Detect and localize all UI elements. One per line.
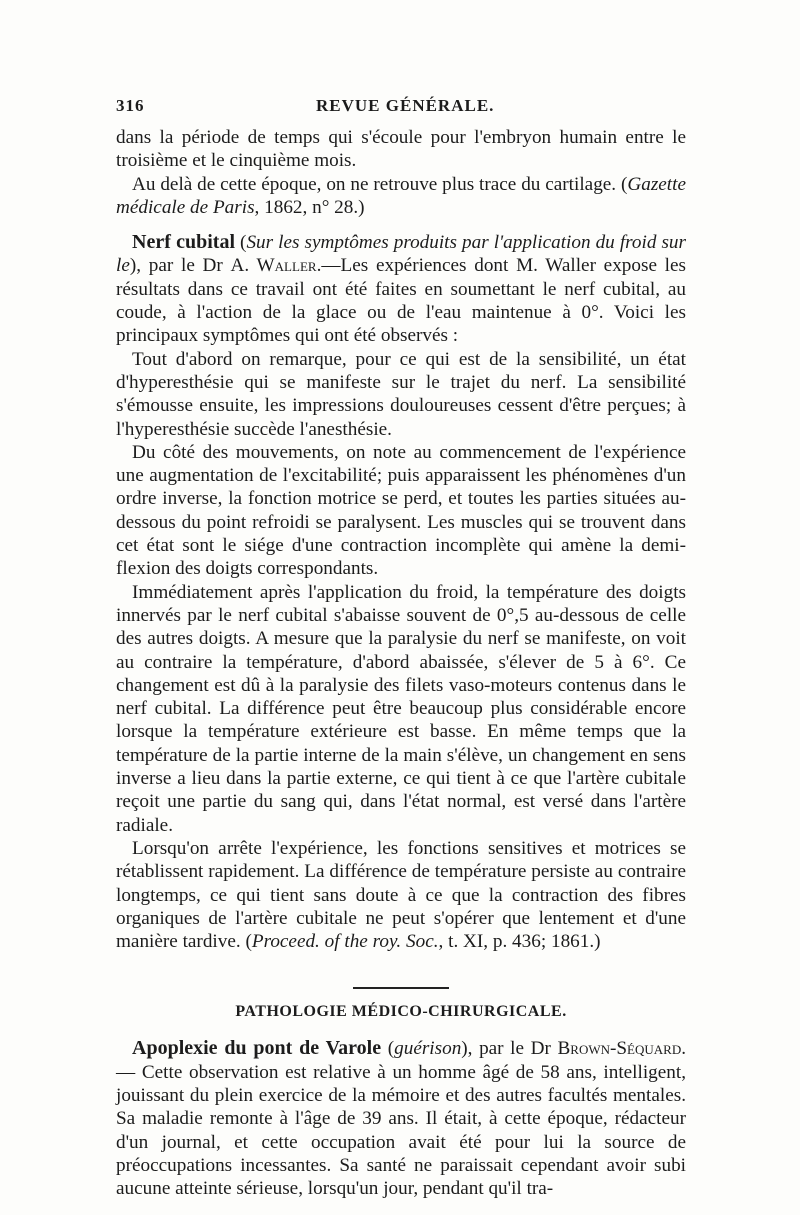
section-divider bbox=[353, 987, 449, 989]
author-name: A. Waller bbox=[230, 255, 317, 277]
paragraph: Lorsqu'on arrête l'expérience, les fonctions sensitives et motrices se rétablissent rapidement. La différence de température persiste au contraire longtemps, ce qui tient sans doute à ce que la contraction des fibres organiques de l'artère cubitale ne peut s'opérer que lentement et d'une manière tardive. (Proceed. of the roy. Soc., t. XI, p. 436; 1861.) bbox=[116, 837, 686, 953]
running-head bbox=[116, 96, 686, 126]
author-name: Brown-Séquard bbox=[557, 1038, 682, 1060]
page bbox=[116, 96, 686, 1200]
article-subtitle: Sur les symptômes produits par l'application du froid sur le bbox=[116, 232, 686, 277]
article-paragraph: Apoplexie du pont de Varole (guérison), par le Dr Brown-Séquard. — Cette observation est relative à un homme âgé de 58 ans, intelligent, jouissant du plein exercice de la mémoire et des autres facultés mentales. Sa maladie remonte à l'âge de 39 ans. Il était, à cette époque, rédacteur d'un journal, et cette occupation avait été pour lui la source de préoccupations incessantes. Sa santé ne paraissait cependant avoir subi aucune atteinte sérieuse, lorsqu'un jour, pendant qu'il tra- bbox=[116, 1037, 687, 1200]
paragraph: Au delà de cette époque, on ne retrouve plus trace du cartilage. (Gazette médicale de Paris, 1862, n° 28.) bbox=[116, 173, 686, 218]
article-title: Nerf cubital bbox=[132, 231, 235, 254]
paragraph: dans la période de temps qui s'écoule pour l'embryon humain entre le troisième et le cinquième mois. bbox=[116, 127, 686, 172]
citation-source: Proceed. of the roy. Soc. bbox=[251, 931, 439, 953]
paragraph: Tout d'abord on remarque, pour ce qui est de la sensibilité, un état d'hyperesthésie qui se manifeste sur le trajet du nerf. La sensibilité s'émousse ensuite, les impressions douloureuses cessent d'être perçues; à l'hyperesthésie succède l'anesthésie. bbox=[116, 348, 686, 440]
page-number: 316 bbox=[116, 96, 145, 115]
article-subtitle: guérison bbox=[394, 1038, 462, 1060]
article-paragraph: Nerf cubital (Sur les symptômes produits par l'application du froid sur le), par le Dr A. Waller.—Les expériences dont M. Waller expose les résultats dans ce travail ont été faites en soumettant le nerf cubital, au coude, à l'action de la glace ou de l'eau maintenue à 0°. Voici les principaux symptômes qui ont été observés : bbox=[116, 231, 686, 347]
citation-source: Gazette médicale de Paris bbox=[116, 173, 686, 218]
section-title: PATHOLOGIE MÉDICO-CHIRURGICALE. bbox=[235, 1003, 567, 1021]
paragraph: Du côté des mouvements, on note au commencement de l'expérience une augmentation de l'excitabilité; puis apparaissent les phénomènes d'un ordre inverse, la fonction motrice se perd, et toutes les parties situées au-dessous du point refroidi se paralysent. Les muscles qui se trouvent dans cet état sont le siége d'une contraction incomplète qui amène la demi-flexion des doigts correspondants. bbox=[116, 441, 686, 580]
paragraph: Immédiatement après l'application du froid, la température des doigts innervés par le nerf cubital s'abaisse souvent de 0°,5 au-dessous de celle des autres doigts. A mesure que la paralysie du nerf se manifeste, on voit au contraire la température, d'abord abaissée, s'élever de 5 à 6°. Ce changement est dû à la paralysie des filets vaso-moteurs contenus dans le nerf cubital. La différence peut être beaucoup plus considérable encore lorsque la température extérieure est basse. En même temps que la température de la partie interne de la main s'élève, un changement en sens inverse a lieu dans la partie externe, ce qui tient à ce que l'artère cubitale reçoit une partie du sang qui, dans l'état normal, est versé dans l'artère radiale. bbox=[116, 581, 686, 836]
article-title: Apoplexie du pont de Varole bbox=[132, 1037, 382, 1060]
journal-title: REVUE GÉNÉRALE. bbox=[316, 96, 495, 115]
